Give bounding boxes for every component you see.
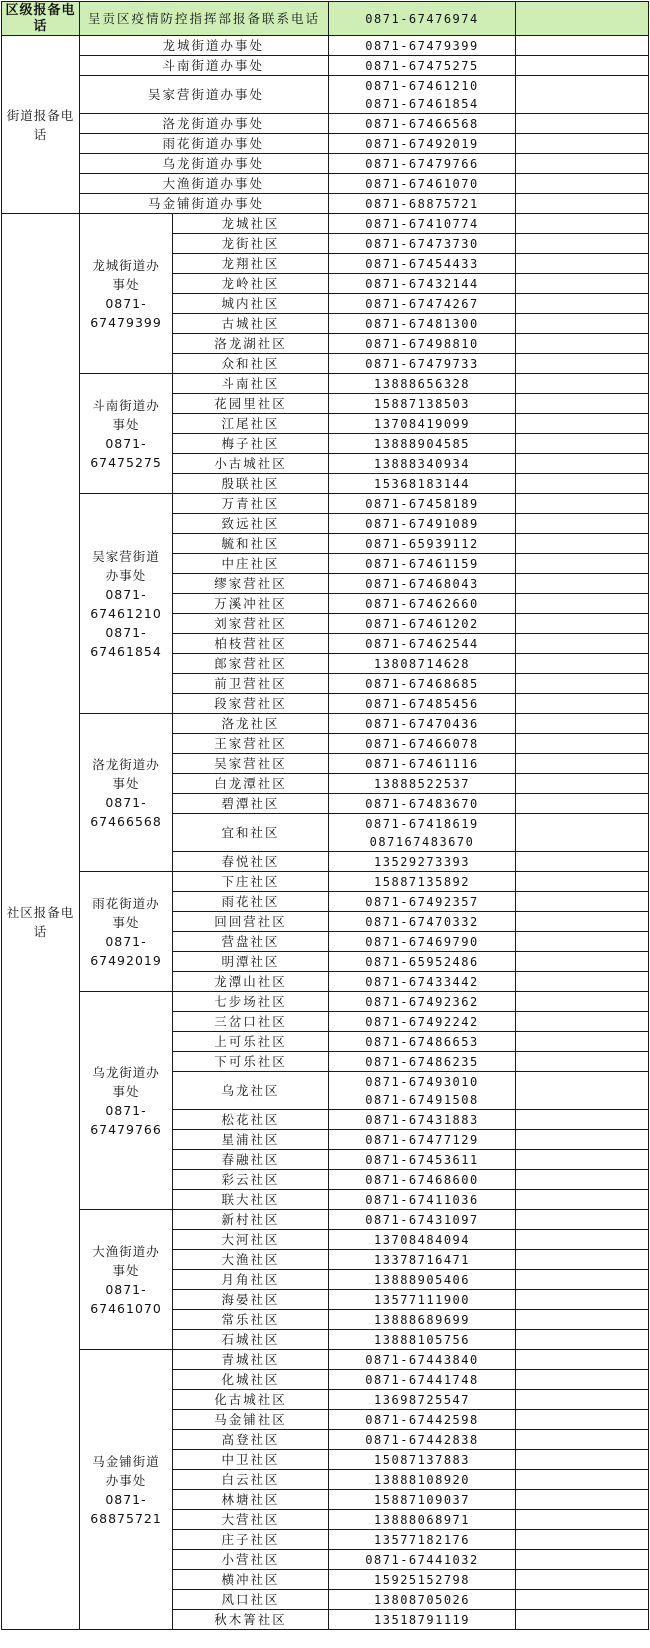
blank-cell [516,1370,649,1390]
community-name: 星浦社区 [173,1130,329,1150]
community-name: 洛龙社区 [173,714,329,734]
blank-cell [516,134,649,154]
contact-table-body [2,2,649,1630]
blank-cell [516,1510,649,1530]
community-name: 前卫营社区 [173,674,329,694]
community-name: 回回营社区 [173,912,329,932]
community-name: 城内社区 [173,294,329,314]
community-phone: 13708484094 [329,1230,516,1250]
community-phone: 13888068971 [329,1510,516,1530]
street-office-cell: 雨花街道办 事处 0871- 67492019 [80,872,173,992]
community-name: 大河社区 [173,1230,329,1250]
street-phone: 0871-67475275 [329,56,516,76]
blank-cell [516,1350,649,1370]
community-phone: 0871-67479733 [329,354,516,374]
blank-cell [516,1390,649,1410]
community-phone: 13888105756 [329,1330,516,1350]
community-name: 联大社区 [173,1190,329,1210]
street-office-cell: 乌龙街道办 事处 0871- 67479766 [80,992,173,1210]
community-phone: 0871-67492242 [329,1012,516,1032]
street-name: 斗南街道办事处 [80,56,329,76]
community-phone: 15925152798 [329,1570,516,1590]
blank-cell [516,574,649,594]
community-row [2,1210,649,1230]
community-name: 明潭社区 [173,952,329,972]
community-name: 三岔口社区 [173,1012,329,1032]
community-phone: 13888904585 [329,434,516,454]
blank-cell [516,614,649,634]
blank-cell [516,972,649,992]
blank-cell [516,194,649,214]
street-row [2,174,649,194]
community-name: 庄子社区 [173,1530,329,1550]
community-phone: 15887138503 [329,394,516,414]
street-office-cell: 吴家营街道 办事处 0871- 67461210 0871- 67461854 [80,494,173,714]
blank-cell [516,1330,649,1350]
community-name: 致远社区 [173,514,329,534]
district-label: 区级报备电话 [2,2,80,36]
community-phone: 0871-67492362 [329,992,516,1012]
district-hq-phone: 0871-67476974 [329,2,516,36]
community-phone: 0871-67477129 [329,1130,516,1150]
blank-cell [516,952,649,972]
community-name: 彩云社区 [173,1170,329,1190]
community-phone: 0871-67492357 [329,892,516,912]
blank-cell [516,694,649,714]
community-name: 春悦社区 [173,852,329,872]
community-name: 营盘社区 [173,932,329,952]
community-phone: 13518791119 [329,1610,516,1630]
community-name: 古城社区 [173,314,329,334]
community-name: 雨花社区 [173,892,329,912]
blank-cell [516,932,649,952]
community-phone: 0871-67443840 [329,1350,516,1370]
blank-cell [516,214,649,234]
blank-cell [516,1052,649,1072]
street-office-cell: 龙城街道办 事处 0871- 67479399 [80,214,173,374]
community-phone: 13808714628 [329,654,516,674]
community-phone: 0871-67461202 [329,614,516,634]
community-phone: 0871-67441748 [329,1370,516,1390]
street-office-cell: 洛龙街道办 事处 0871- 67466568 [80,714,173,872]
community-name: 化古城社区 [173,1390,329,1410]
street-name: 雨花街道办事处 [80,134,329,154]
community-name: 春融社区 [173,1150,329,1170]
community-name: 龙街社区 [173,234,329,254]
street-office-cell: 大渔街道办 事处 0871- 67461070 [80,1210,173,1350]
blank-cell [516,394,649,414]
community-phone: 0871-65939112 [329,534,516,554]
community-name: 大营社区 [173,1510,329,1530]
community-phone: 13888656328 [329,374,516,394]
community-phone: 0871-67470436 [329,714,516,734]
street-section-label: 街道报备电话 [2,36,80,214]
community-phone: 0871-67442838 [329,1430,516,1450]
community-name: 新村社区 [173,1210,329,1230]
community-name: 刘家营社区 [173,614,329,634]
community-row [2,872,649,892]
community-name: 碧潭社区 [173,794,329,814]
community-phone: 0871-67410774 [329,214,516,234]
community-name: 毓和社区 [173,534,329,554]
community-phone: 0871-67411036 [329,1190,516,1210]
community-name: 海晏社区 [173,1290,329,1310]
community-section-label: 社区报备电话 [2,214,80,1630]
community-name: 洛龙湖社区 [173,334,329,354]
community-phone: 0871-67441032 [329,1550,516,1570]
community-name: 吴家营社区 [173,754,329,774]
blank-cell [516,274,649,294]
community-phone: 0871-67468043 [329,574,516,594]
community-row [2,714,649,734]
street-name: 龙城街道办事处 [80,36,329,56]
community-name: 化城社区 [173,1370,329,1390]
community-name: 江尾社区 [173,414,329,434]
blank-cell [516,1490,649,1510]
street-name: 大渔街道办事处 [80,174,329,194]
blank-cell [516,56,649,76]
blank-cell [516,234,649,254]
community-name: 龙翔社区 [173,254,329,274]
community-row [2,992,649,1012]
community-name: 大渔社区 [173,1250,329,1270]
community-name: 林塘社区 [173,1490,329,1510]
community-name: 万溪冲社区 [173,594,329,614]
community-name: 宜和社区 [173,814,329,852]
community-phone: 0871-67442598 [329,1410,516,1430]
header-row [2,2,649,36]
blank-cell [516,872,649,892]
community-name: 小古城社区 [173,454,329,474]
blank-cell [516,414,649,434]
community-name: 小营社区 [173,1550,329,1570]
community-name: 中庄社区 [173,554,329,574]
community-phone: 0871-67454433 [329,254,516,274]
community-phone: 15368183144 [329,474,516,494]
blank-cell [516,174,649,194]
street-phone: 0871-67461070 [329,174,516,194]
blank-cell [516,494,649,514]
blank-cell [516,1270,649,1290]
community-name: 万青社区 [173,494,329,514]
blank-cell [516,674,649,694]
blank-cell [516,1450,649,1470]
community-name: 马金铺社区 [173,1410,329,1430]
community-row [2,214,649,234]
blank-cell [516,2,649,36]
blank-cell [516,892,649,912]
community-phone: 15887135892 [329,872,516,892]
community-name: 斗南社区 [173,374,329,394]
community-phone: 0871-67418619 087167483670 [329,814,516,852]
street-name: 洛龙街道办事处 [80,114,329,134]
street-phone: 0871-67479766 [329,154,516,174]
community-phone: 0871-67461116 [329,754,516,774]
community-phone: 0871-67491089 [329,514,516,534]
blank-cell [516,1230,649,1250]
community-phone: 0871-67485456 [329,694,516,714]
blank-cell [516,1550,649,1570]
community-phone: 0871-67498810 [329,334,516,354]
community-phone: 13888689699 [329,1310,516,1330]
street-row [2,114,649,134]
community-name: 王家营社区 [173,734,329,754]
community-name: 梅子社区 [173,434,329,454]
community-name: 众和社区 [173,354,329,374]
community-phone: 0871-67474267 [329,294,516,314]
community-phone: 0871-67481300 [329,314,516,334]
community-name: 殷联社区 [173,474,329,494]
blank-cell [516,454,649,474]
community-name: 中卫社区 [173,1450,329,1470]
community-name: 七步场社区 [173,992,329,1012]
community-name: 秋木箐社区 [173,1610,329,1630]
blank-cell [516,1012,649,1032]
street-phone: 0871-67479399 [329,36,516,56]
blank-cell [516,734,649,754]
community-name: 下可乐社区 [173,1052,329,1072]
community-phone: 13888522537 [329,774,516,794]
community-phone: 13888108920 [329,1470,516,1490]
community-phone: 13698725547 [329,1390,516,1410]
blank-cell [516,514,649,534]
contact-table [1,1,649,1630]
community-phone: 0871-67468600 [329,1170,516,1190]
community-phone: 13888905406 [329,1270,516,1290]
community-phone: 0871-67469790 [329,932,516,952]
street-phone: 0871-67461210 0871-67461854 [329,76,516,114]
blank-cell [516,594,649,614]
blank-cell [516,1530,649,1550]
street-phone: 0871-68875721 [329,194,516,214]
community-phone: 0871-67433442 [329,972,516,992]
community-row [2,494,649,514]
blank-cell [516,754,649,774]
community-phone: 0871-67462660 [329,594,516,614]
community-phone: 13577182176 [329,1530,516,1550]
community-name: 月角社区 [173,1270,329,1290]
community-phone: 0871-67432144 [329,274,516,294]
community-name: 风口社区 [173,1590,329,1610]
blank-cell [516,36,649,56]
community-phone: 0871-67431097 [329,1210,516,1230]
community-name: 上可乐社区 [173,1032,329,1052]
community-phone: 0871-67486653 [329,1032,516,1052]
community-phone: 0871-67453611 [329,1150,516,1170]
community-phone: 0871-67468685 [329,674,516,694]
blank-cell [516,354,649,374]
blank-cell [516,654,649,674]
community-name: 龙岭社区 [173,274,329,294]
street-name: 吴家营街道办事处 [80,76,329,114]
community-phone: 0871-67486235 [329,1052,516,1072]
community-name: 龙城社区 [173,214,329,234]
community-phone: 0871-67461159 [329,554,516,574]
community-phone: 0871-67470332 [329,912,516,932]
community-name: 高登社区 [173,1430,329,1450]
blank-cell [516,1290,649,1310]
blank-cell [516,254,649,274]
community-row [2,374,649,394]
blank-cell [516,474,649,494]
community-name: 段家营社区 [173,694,329,714]
community-name: 常乐社区 [173,1310,329,1330]
community-name: 缪家营社区 [173,574,329,594]
blank-cell [516,1210,649,1230]
blank-cell [516,294,649,314]
blank-cell [516,1250,649,1270]
street-office-cell: 斗南街道办 事处 0871- 67475275 [80,374,173,494]
blank-cell [516,1032,649,1052]
community-name: 花园里社区 [173,394,329,414]
community-name: 石城社区 [173,1330,329,1350]
community-name: 龙潭山社区 [173,972,329,992]
community-name: 青城社区 [173,1350,329,1370]
community-name: 白龙潭社区 [173,774,329,794]
blank-cell [516,76,649,114]
blank-cell [516,1110,649,1130]
street-phone: 0871-67466568 [329,114,516,134]
community-name: 松花社区 [173,1110,329,1130]
blank-cell [516,114,649,134]
blank-cell [516,1410,649,1430]
community-phone: 0871-65952486 [329,952,516,972]
blank-cell [516,714,649,734]
street-row [2,56,649,76]
blank-cell [516,814,649,852]
blank-cell [516,1430,649,1450]
street-phone: 0871-67492019 [329,134,516,154]
street-row [2,154,649,174]
community-name: 横冲社区 [173,1570,329,1590]
street-row [2,36,649,56]
blank-cell [516,554,649,574]
community-phone: 13577111900 [329,1290,516,1310]
community-phone: 15887109037 [329,1490,516,1510]
street-name: 马金铺街道办事处 [80,194,329,214]
community-name: 郎家营社区 [173,654,329,674]
community-row [2,1350,649,1370]
community-phone: 13708419099 [329,414,516,434]
blank-cell [516,314,649,334]
street-name: 乌龙街道办事处 [80,154,329,174]
blank-cell [516,1610,649,1630]
community-name: 柏枝营社区 [173,634,329,654]
community-phone: 13888340934 [329,454,516,474]
blank-cell [516,1130,649,1150]
blank-cell [516,1590,649,1610]
blank-cell [516,912,649,932]
blank-cell [516,374,649,394]
blank-cell [516,794,649,814]
blank-cell [516,1170,649,1190]
blank-cell [516,154,649,174]
blank-cell [516,1570,649,1590]
blank-cell [516,1072,649,1110]
community-phone: 0871-67483670 [329,794,516,814]
street-row [2,134,649,154]
blank-cell [516,634,649,654]
community-name: 下庄社区 [173,872,329,892]
community-phone: 0871-67458189 [329,494,516,514]
community-phone: 0871-67493010 0871-67491508 [329,1072,516,1110]
blank-cell [516,1150,649,1170]
blank-cell [516,992,649,1012]
blank-cell [516,434,649,454]
blank-cell [516,1310,649,1330]
community-name: 乌龙社区 [173,1072,329,1110]
community-phone: 0871-67431883 [329,1110,516,1130]
blank-cell [516,852,649,872]
blank-cell [516,334,649,354]
community-phone: 13378716471 [329,1250,516,1270]
blank-cell [516,1190,649,1210]
blank-cell [516,774,649,794]
community-phone: 13529273393 [329,852,516,872]
community-name: 白云社区 [173,1470,329,1490]
street-office-cell: 马金铺街道 办事处 0871- 68875721 [80,1350,173,1630]
blank-cell [516,534,649,554]
community-phone: 13808705026 [329,1590,516,1610]
community-phone: 0871-67473730 [329,234,516,254]
community-phone: 0871-67466078 [329,734,516,754]
blank-cell [516,1470,649,1490]
street-row [2,76,649,114]
community-phone: 15087137883 [329,1450,516,1470]
community-phone: 0871-67462544 [329,634,516,654]
district-hq-name: 呈贡区疫情防控指挥部报备联系电话 [80,2,329,36]
street-row [2,194,649,214]
